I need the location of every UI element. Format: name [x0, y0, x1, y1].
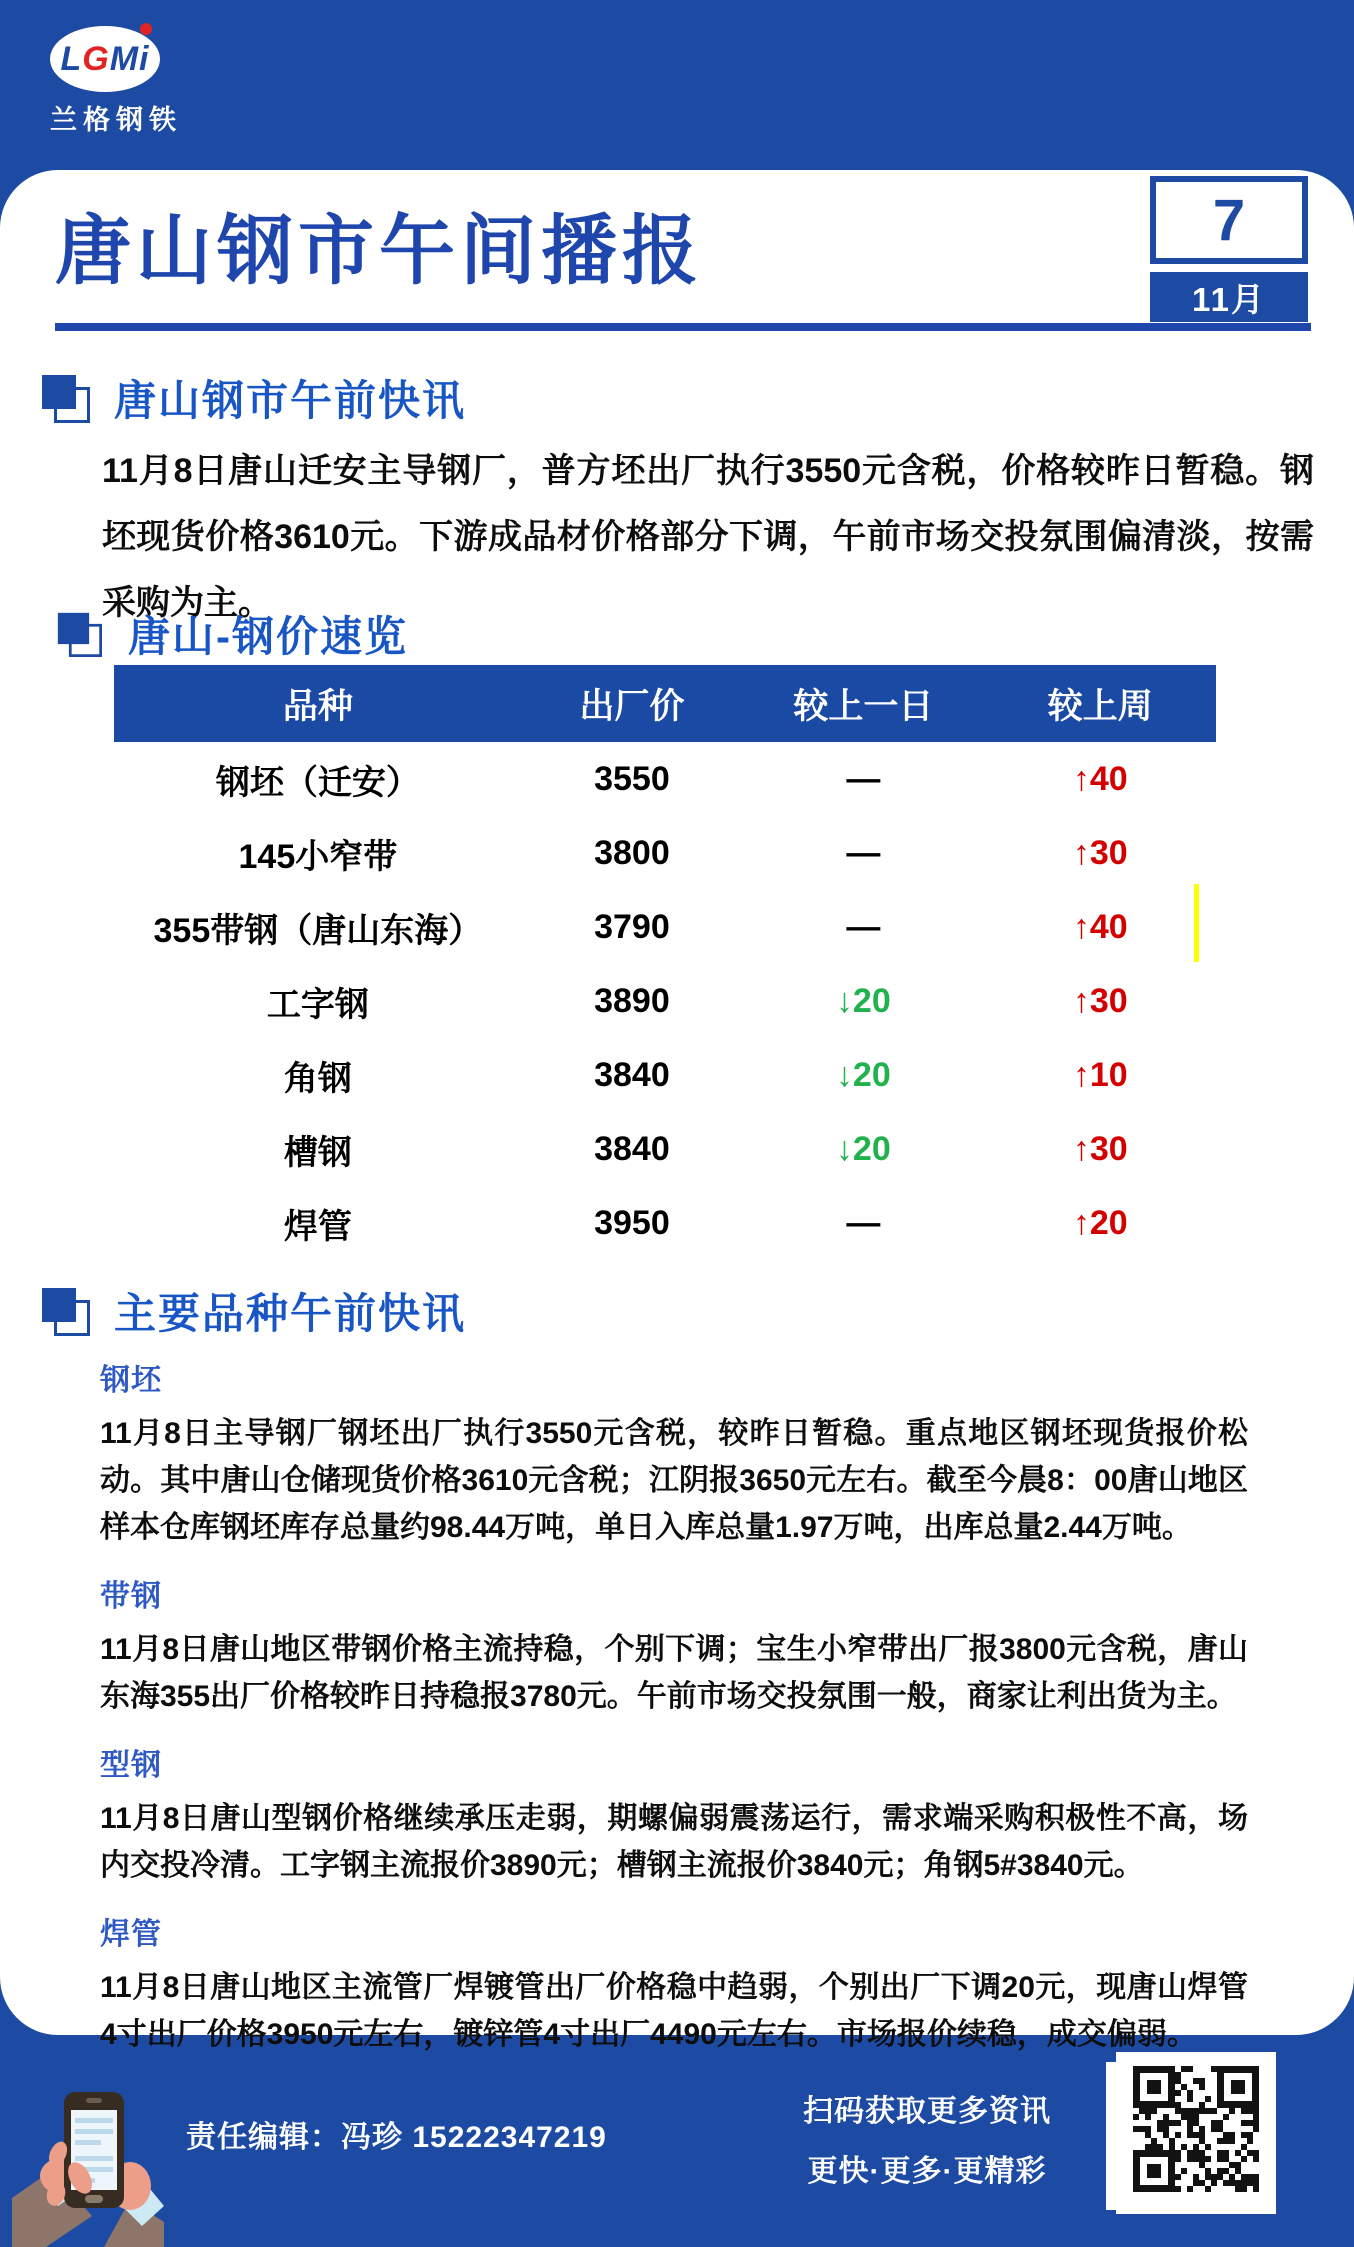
bulletin-text-strip: 11月8日唐山地区带钢价格主流持稳，个别下调；宝生小窄带出厂报3800元含税，唐山东海355出厂价格较昨日持稳报3780元。午前市场交投氛围一般，商家让利出货为主。 — [100, 1633, 1248, 1713]
qr-card — [1116, 2052, 1276, 2214]
cell-day-change: — — [846, 907, 881, 946]
bulletin-subhead-section-steel: 型钢 — [100, 1749, 162, 1782]
qr-code — [1133, 2066, 1259, 2192]
cell-day-change: ↓20 — [835, 1055, 891, 1094]
cell-week-change: ↑30 — [1072, 833, 1128, 872]
cell-day-change: — — [846, 1203, 881, 1242]
scan-caption-line2: 更快·更多·更精彩 — [807, 2155, 1047, 2188]
cell-price: 3840 — [594, 1129, 670, 1168]
qr-finder-icon — [1217, 2066, 1259, 2108]
news-paragraph: 11月8日唐山迁安主导钢厂，普方坯出厂执行3550元含税，价格较昨日暂稳。钢坯现货价格3610元。下游成品材价格部分下调，午前市场交投氛围偏清淡，按需采购为主。 — [102, 452, 1314, 622]
col-header-exfactory-price: 出厂价 — [579, 686, 685, 726]
cell-day-change: — — [846, 759, 881, 798]
square-bullet-icon — [42, 375, 88, 421]
table-row — [114, 964, 1216, 1038]
cell-price: 3840 — [594, 1055, 670, 1094]
cell-week-change: ↑30 — [1072, 981, 1128, 1020]
col-header-variety: 品种 — [282, 686, 353, 726]
qr-finder-icon — [1133, 2150, 1175, 2192]
editor-credit: 责任编辑：冯珍 15222347219 — [186, 2121, 607, 2154]
section-main-heading — [42, 1281, 466, 1341]
cell-week-change: ↑30 — [1072, 1129, 1128, 1168]
cell-week-change: ↑10 — [1072, 1055, 1128, 1094]
cell-variety: 角钢 — [283, 1059, 352, 1098]
section-news-heading — [42, 368, 466, 428]
cell-variety: 槽钢 — [283, 1133, 352, 1172]
logo-letters-mi: Mi — [109, 39, 150, 78]
cell-price: 3550 — [594, 759, 670, 798]
cell-price: 3950 — [594, 1203, 670, 1242]
bulletin-subhead-billet: 钢坯 — [100, 1364, 162, 1397]
date-month-badge: 11月 — [1150, 272, 1308, 322]
logo-red-dot-icon — [140, 23, 152, 35]
col-header-vs-prev-day: 较上一日 — [793, 686, 934, 726]
table-row — [114, 1112, 1216, 1186]
cell-week-change: ↑40 — [1072, 759, 1128, 798]
section-table-heading — [56, 604, 408, 664]
cell-day-change: ↓20 — [835, 981, 891, 1020]
bulletin-subhead-strip: 带钢 — [100, 1580, 162, 1613]
cell-price: 3800 — [594, 833, 670, 872]
table-row — [114, 1038, 1216, 1112]
cell-price: 3790 — [594, 907, 670, 946]
company-name: 兰格钢铁 — [50, 105, 182, 135]
section-news-title: 唐山钢市午前快讯 — [114, 377, 467, 424]
logo-letter-g: G — [82, 39, 110, 78]
qr-finder-icon — [1133, 2066, 1175, 2108]
price-table-header-row — [114, 665, 1216, 742]
bulletin-text-section-steel: 11月8日唐山型钢价格继续承压走弱，期螺偏弱震荡运行，需求端采购积极性不高，场内交投冷清。工字钢主流报价3890元；槽钢主流报价3840元；角钢5#3840元。 — [100, 1802, 1248, 1882]
cell-variety: 焊管 — [283, 1207, 352, 1246]
cell-variety: 工字钢 — [266, 985, 369, 1024]
cell-day-change: — — [846, 833, 881, 872]
table-row — [114, 816, 1216, 890]
section-table-title: 唐山-钢价速览 — [128, 613, 408, 660]
bulletin-list — [100, 1355, 1248, 2058]
title-divider — [55, 323, 1311, 331]
table-row — [114, 742, 1216, 816]
cell-variety: 145小窄带 — [238, 837, 398, 876]
hands-holding-phone-illustration — [12, 2076, 164, 2247]
logo-letter-l: L — [60, 39, 83, 78]
scan-caption — [792, 2086, 1062, 2190]
col-header-vs-prev-week: 较上周 — [1047, 686, 1153, 726]
scan-caption-line1: 扫码获取更多资讯 — [803, 2095, 1051, 2128]
cell-week-change: ↑20 — [1072, 1203, 1128, 1242]
square-bullet-icon — [58, 613, 100, 655]
bulletin-text-billet: 11月8日主导钢厂钢坯出厂执行3550元含税，较昨日暂稳。重点地区钢坯现货报价松动。其中唐山仓储现货价格3610元含税；江阴报3650元左右。截至今晨8：00唐山地区样本仓库钢坯库存总量约98.44万吨，单日入库总量1.97万吨，出库总量2.44万吨。 — [100, 1417, 1248, 1544]
cell-variety: 355带钢（唐山东海） — [153, 911, 483, 950]
price-table — [114, 665, 1216, 1260]
brand-logo — [50, 26, 182, 137]
table-row — [114, 1186, 1216, 1260]
bulletin-subhead-welded-pipe: 焊管 — [100, 1918, 162, 1951]
cell-price: 3890 — [594, 981, 670, 1020]
date-day-badge: 7 — [1150, 176, 1308, 264]
bulletin-text-welded-pipe: 11月8日唐山地区主流管厂焊镀管出厂价格稳中趋弱，个别出厂下调20元，现唐山焊管4寸出厂价格3950元左右，镀锌管4寸出厂4490元左右。市场报价续稳，成交偏弱。 — [100, 1971, 1248, 2051]
cell-day-change: ↓20 — [835, 1129, 891, 1168]
cursor-artifact — [1194, 884, 1199, 962]
lgmi-logo-icon — [50, 26, 160, 92]
cell-variety: 钢坯（迁安） — [215, 763, 420, 802]
section-main-title: 主要品种午前快讯 — [114, 1290, 467, 1337]
table-row — [114, 890, 1216, 964]
cell-week-change: ↑40 — [1072, 907, 1128, 946]
page-title: 唐山钢市午间播报 — [55, 210, 703, 294]
square-bullet-icon — [42, 1288, 88, 1334]
